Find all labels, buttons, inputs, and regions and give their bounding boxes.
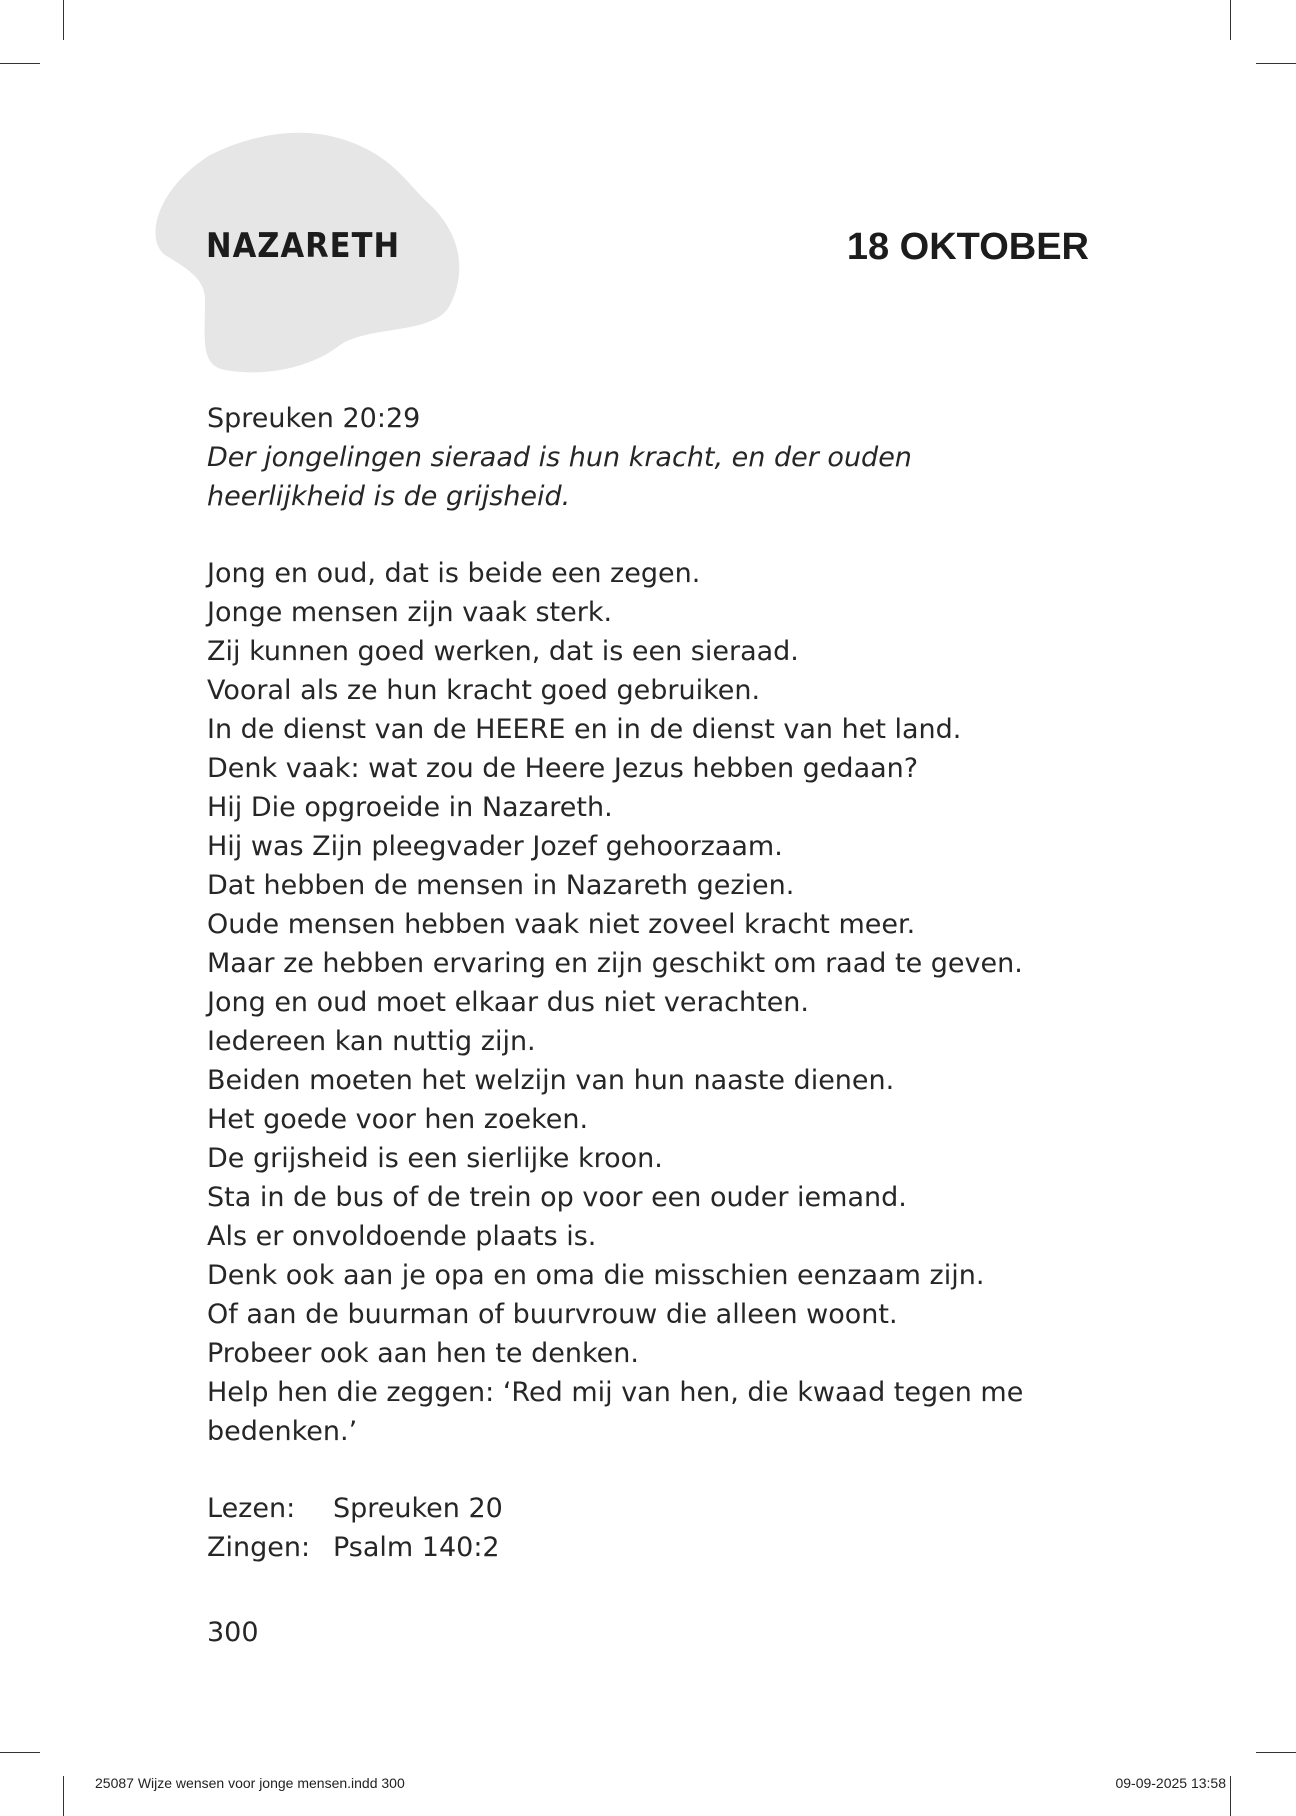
print-slug-file: 25087 Wijze wensen voor jonge mensen.indd 300 (95, 1775, 405, 1791)
place-title: NAZARETH (206, 226, 401, 266)
crop-mark (1256, 63, 1296, 64)
date-title: 18 OKTOBER (846, 226, 1089, 268)
page-number: 300 (207, 1617, 259, 1648)
body-line: Denk ook aan je opa en oma die misschien eenzaam zijn. (207, 1260, 985, 1291)
body-line: Het goede voor hen zoeken. (207, 1104, 589, 1135)
paragraph-gap (207, 1451, 1087, 1489)
read-label: Lezen: (207, 1493, 296, 1524)
body-line: Help hen die zeggen: ‘Red mij van hen, die kwaad tegen me (207, 1377, 1024, 1408)
crop-mark (1256, 1752, 1296, 1753)
body-line: Maar ze hebben ervaring en zijn geschikt om raad te geven. (207, 948, 1023, 979)
body-line: Vooral als ze hun kracht goed gebruiken. (207, 675, 761, 706)
body-line: Iedereen kan nuttig zijn. (207, 1026, 536, 1057)
crop-mark (0, 1752, 40, 1753)
body-line: Jong en oud, dat is beide een zegen. (207, 558, 701, 589)
devotional-content (207, 399, 1087, 1567)
body-line: Jong en oud moet elkaar dus niet verachten. (207, 987, 810, 1018)
crop-mark (0, 63, 40, 64)
body-line: Denk vaak: wat zou de Heere Jezus hebben gedaan? (207, 753, 919, 784)
sing-value: Psalm 140:2 (333, 1532, 500, 1563)
body-line: Beiden moeten het welzijn van hun naaste dienen. (207, 1065, 895, 1096)
body-line: In de dienst van de HEERE en in de dienst van het land. (207, 714, 962, 745)
body-line: Zij kunnen goed werken, dat is een sieraad. (207, 636, 799, 667)
body-line: bedenken.’ (207, 1416, 358, 1447)
reading-row (207, 1489, 1087, 1528)
paragraph-gap (207, 516, 1087, 554)
body-line: Oude mensen hebben vaak niet zoveel kracht meer. (207, 909, 916, 940)
scripture-reference: Spreuken 20:29 (207, 403, 421, 434)
read-value: Spreuken 20 (333, 1493, 503, 1524)
body-line: Als er onvoldoende plaats is. (207, 1221, 597, 1252)
scripture-verse-line: Der jongelingen sieraad is hun kracht, en der ouden (207, 442, 912, 473)
body-line: De grijsheid is een sierlijke kroon. (207, 1143, 663, 1174)
body-line: Dat hebben de mensen in Nazareth gezien. (207, 870, 795, 901)
scripture-verse-line: heerlijkheid is de grijsheid. (207, 481, 571, 512)
print-slug-timestamp: 09-09-2025 13:58 (1115, 1775, 1226, 1791)
body-line: Probeer ook aan hen te denken. (207, 1338, 639, 1369)
body-line: Of aan de buurman of buurvrouw die alleen woont. (207, 1299, 898, 1330)
crop-mark (1230, 1776, 1231, 1816)
crop-mark (63, 0, 64, 40)
body-line: Hij was Zijn pleegvader Jozef gehoorzaam. (207, 831, 783, 862)
body-line: Sta in de bus of de trein op voor een ouder iemand. (207, 1182, 907, 1213)
body-text (207, 554, 1087, 1451)
crop-mark (1230, 0, 1231, 40)
body-line: Jonge mensen zijn vaak sterk. (207, 597, 613, 628)
singing-row (207, 1528, 1087, 1567)
body-line: Hij Die opgroeide in Nazareth. (207, 792, 613, 823)
sing-label: Zingen: (207, 1532, 311, 1563)
crop-mark (63, 1776, 64, 1816)
